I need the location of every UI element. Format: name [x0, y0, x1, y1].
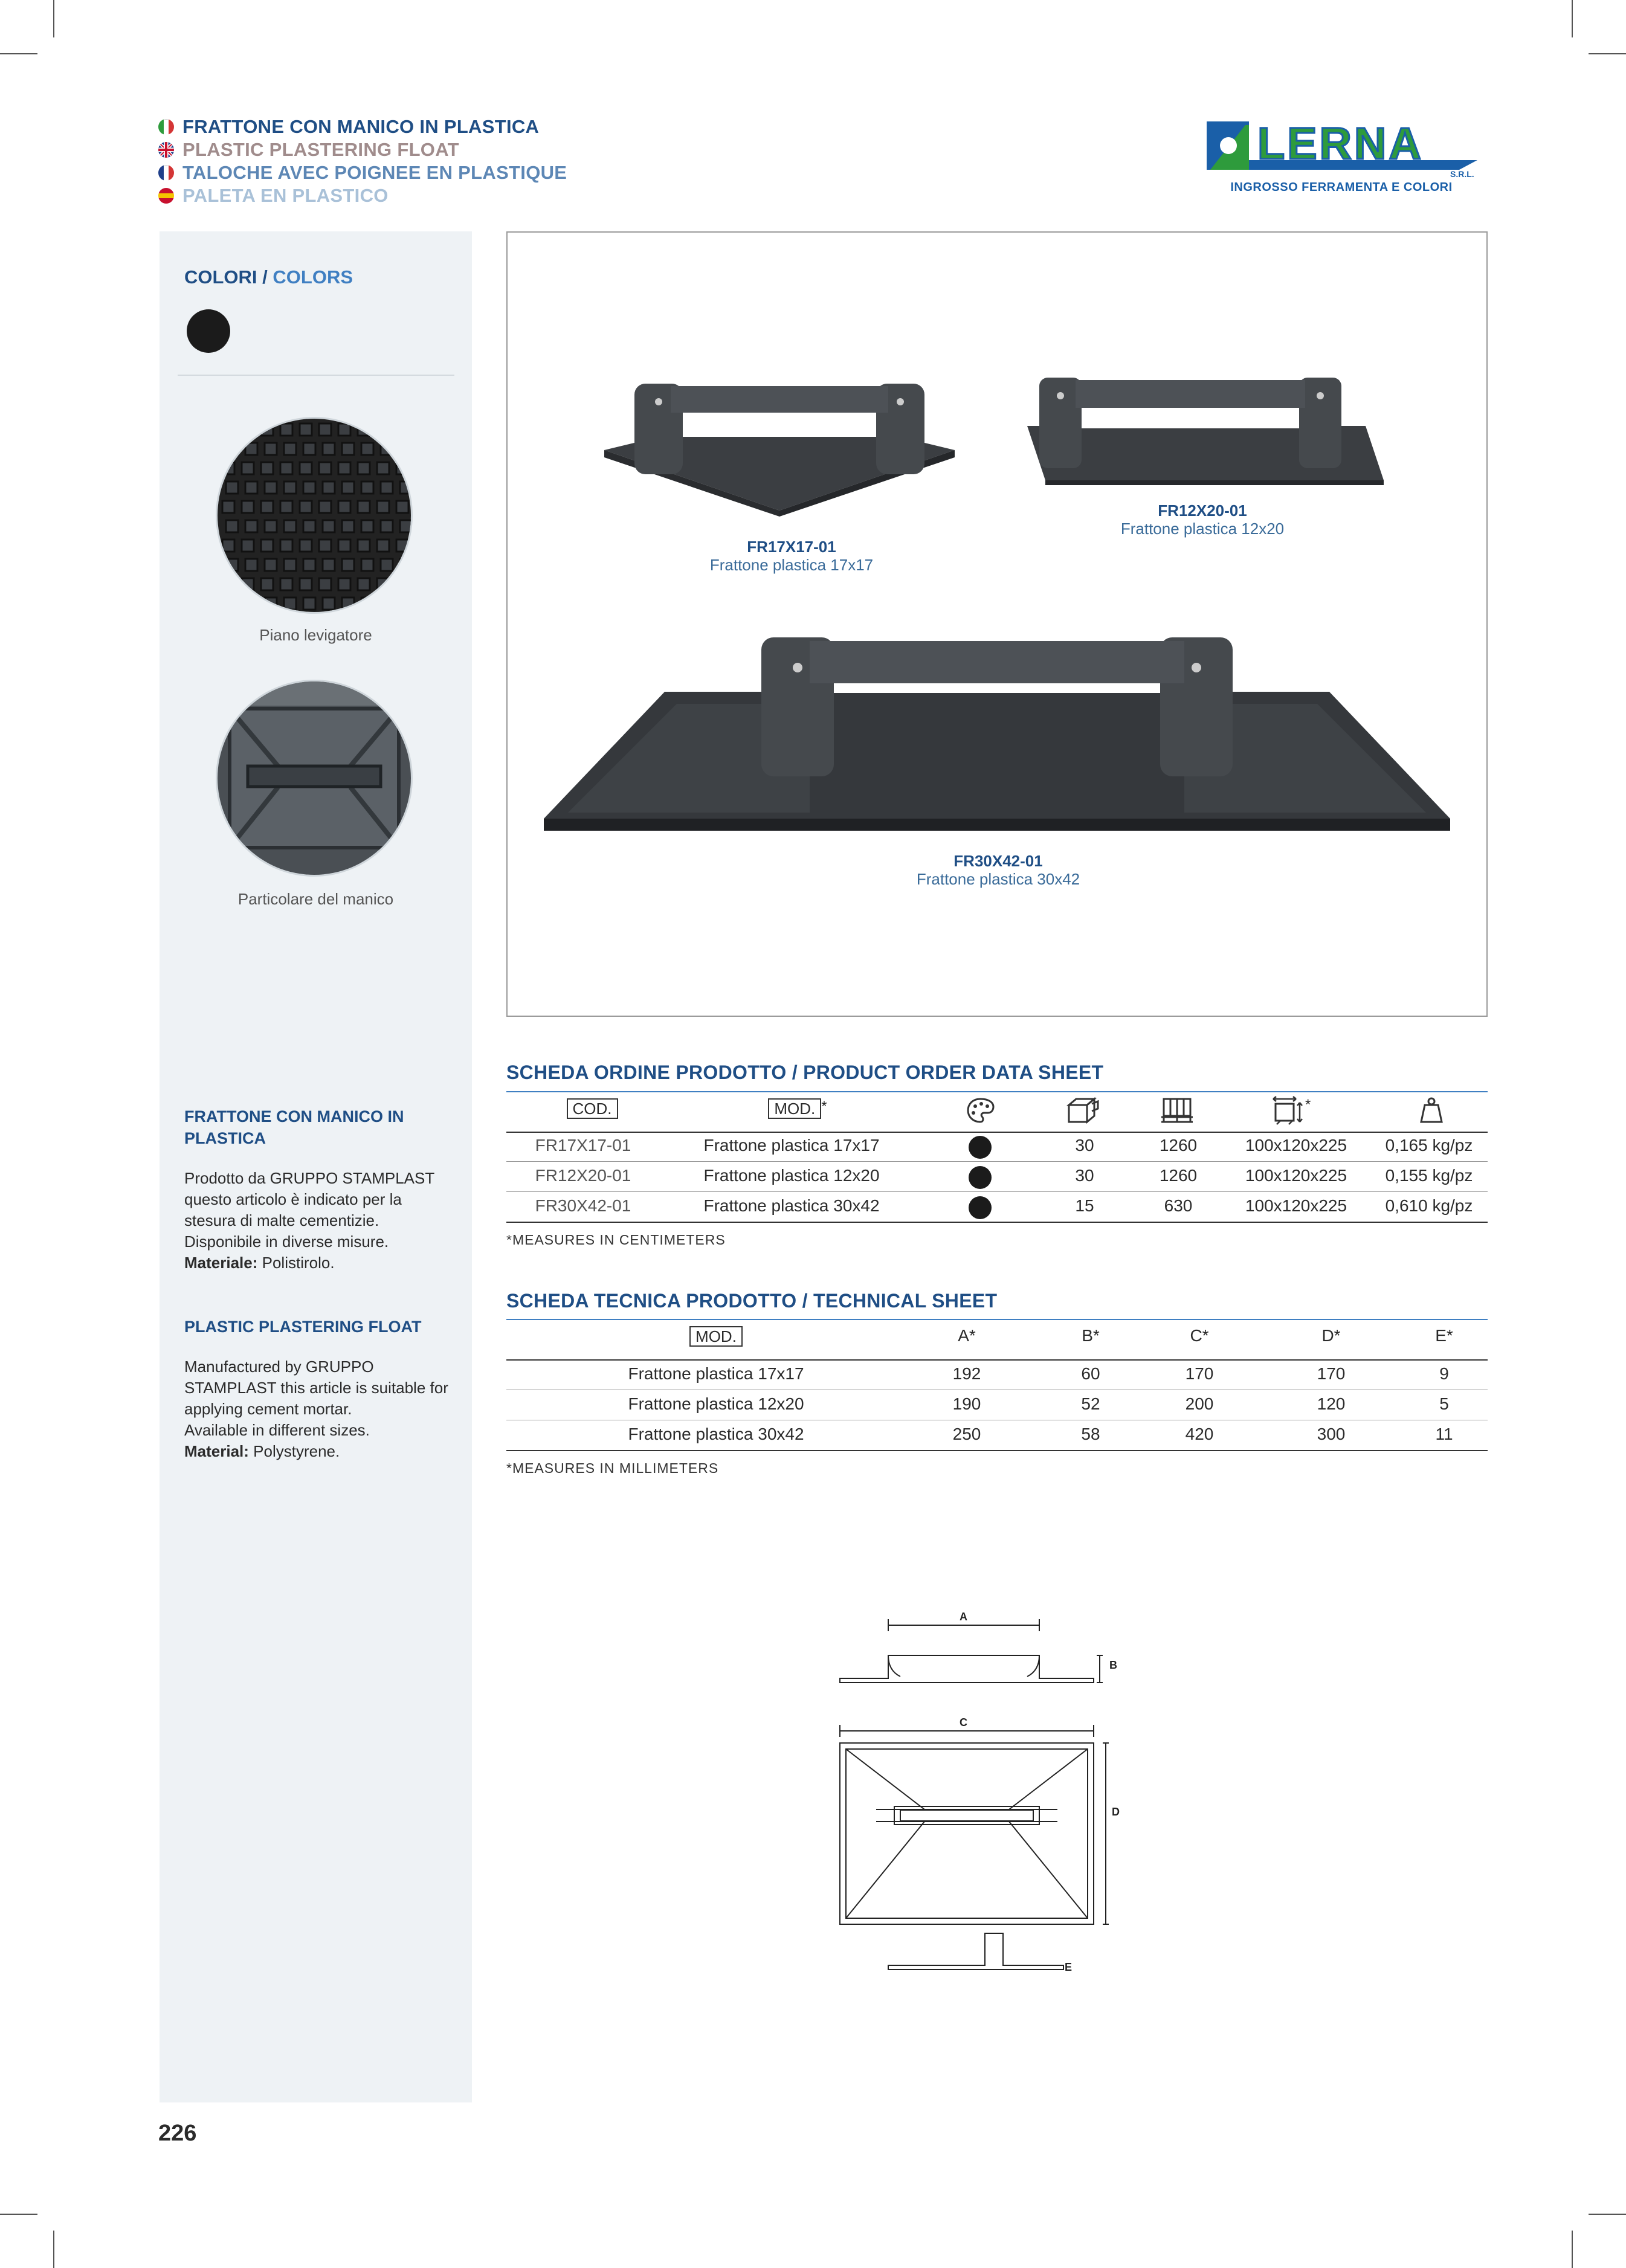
technical-drawing — [828, 1607, 1142, 1982]
handle-detail-caption: Particolare del manico — [237, 890, 394, 908]
drawing-label-c: C — [960, 1716, 967, 1728]
tech-row-3-d: 300 — [1317, 1425, 1346, 1443]
tech-row-3-a: 250 — [952, 1425, 981, 1443]
colors-label-it: COLORI — [184, 266, 257, 288]
crop-mark — [53, 2231, 54, 2268]
tech-col-b: B* — [1082, 1326, 1100, 1345]
desc-en-material-value: Polystyrene. — [248, 1442, 340, 1460]
lerna-logo — [1205, 118, 1480, 193]
tech-col-a: A* — [958, 1326, 976, 1345]
float-surface-caption: Piano levigatore — [259, 626, 372, 644]
title-es — [158, 184, 389, 207]
italy-flag-icon — [158, 119, 174, 135]
tech-row-3-c: 420 — [1185, 1425, 1214, 1443]
france-flag-icon — [158, 165, 174, 181]
order-sheet-rule — [506, 1091, 1488, 1092]
col-mod-label: MOD. — [768, 1098, 821, 1119]
tech-row-2-d: 120 — [1317, 1394, 1346, 1413]
order-row-2-dim: 100x120x225 — [1245, 1166, 1347, 1185]
order-row-rule — [506, 1161, 1488, 1162]
logo-subtitle: INGROSSO FERRAMENTA E COLORI — [1230, 181, 1453, 194]
crop-mark — [0, 2214, 37, 2215]
order-sheet-note: *MEASURES IN CENTIMETERS — [506, 1232, 726, 1248]
color-swatch-black — [187, 309, 230, 353]
title-en-text: PLASTIC PLASTERING FLOAT — [182, 139, 459, 160]
drawing-label-e: E — [1065, 1961, 1073, 1973]
tech-row-1-c: 170 — [1185, 1364, 1214, 1383]
float-12x20-image — [1021, 372, 1384, 486]
title-it-text: FRATTONE CON MANICO IN PLASTICA — [182, 116, 540, 137]
order-row-1-mod: Frattone plastica 17x17 — [703, 1136, 880, 1155]
tech-row-3-mod: Frattone plastica 30x42 — [628, 1425, 804, 1443]
desc-it-availability: Disponibile in diverse misure. — [184, 1232, 389, 1251]
order-row-1-cod: FR17X17-01 — [535, 1136, 631, 1155]
crop-mark — [1572, 0, 1573, 37]
desc-en-availability: Available in different sizes. — [184, 1421, 370, 1439]
crop-mark — [1589, 53, 1626, 54]
pallet-icon — [1159, 1095, 1195, 1126]
order-row-3-box: 15 — [1075, 1196, 1094, 1215]
col-cod-header — [532, 1098, 653, 1119]
order-sheet-title: SCHEDA ORDINE PRODOTTO / PRODUCT ORDER DATA SHEET — [506, 1062, 1104, 1083]
tech-table-bottom-rule — [506, 1450, 1488, 1451]
tech-row-1-d: 170 — [1317, 1364, 1346, 1383]
col-cod-label: COD. — [567, 1098, 618, 1119]
drawing-label-b: B — [1109, 1659, 1117, 1671]
tech-row-3-e: 11 — [1435, 1425, 1453, 1443]
tech-row-2-a: 190 — [952, 1394, 981, 1413]
tech-col-e: E* — [1435, 1326, 1453, 1345]
tech-row-2-mod: Frattone plastica 12x20 — [628, 1394, 804, 1413]
desc-en-material-label: Material: — [184, 1442, 249, 1460]
order-row-1-color — [969, 1136, 992, 1159]
title-fr — [158, 161, 567, 184]
tech-col-mod-label: MOD. — [689, 1326, 743, 1347]
col-dim-star: * — [1305, 1097, 1311, 1113]
desc-en-title: PLASTIC PLASTERING FLOAT — [184, 1318, 422, 1336]
tech-header-rule — [506, 1359, 1488, 1361]
crop-mark — [1589, 2214, 1626, 2215]
tech-col-c: C* — [1190, 1326, 1209, 1345]
desc-it-body: Prodotto da GRUPPO STAMPLAST questo articolo è indicato per la stesura di malte cementizie. — [184, 1169, 434, 1229]
tech-row-1-b: 60 — [1081, 1364, 1100, 1383]
logo-suffix: S.R.L. — [1450, 169, 1474, 179]
desc-it-material-value: Polistirolo. — [257, 1254, 335, 1272]
order-row-2-weight: 0,155 kg/pz — [1385, 1166, 1473, 1185]
colors-separator: / — [257, 266, 273, 288]
order-row-3-weight: 0,610 kg/pz — [1385, 1196, 1473, 1215]
title-fr-text: TALOCHE AVEC POIGNEE EN PLASTIQUE — [182, 162, 567, 183]
lerna-logo-mark — [1205, 118, 1480, 181]
page-number: 226 — [158, 2121, 197, 2146]
colors-heading — [184, 266, 353, 288]
title-it — [158, 115, 539, 138]
product-name-12x20: Frattone plastica 12x20 — [1120, 520, 1285, 538]
tech-row-1-a: 192 — [952, 1364, 981, 1383]
order-row-3-mod: Frattone plastica 30x42 — [703, 1196, 880, 1215]
order-row-3-dim: 100x120x225 — [1245, 1196, 1347, 1215]
desc-it-material-label: Materiale: — [184, 1254, 258, 1272]
float-surface-image — [216, 417, 413, 614]
order-row-2-mod: Frattone plastica 12x20 — [703, 1166, 880, 1185]
order-row-3-cod: FR30X42-01 — [535, 1196, 631, 1215]
product-name-17x17: Frattone plastica 17x17 — [709, 556, 874, 574]
product-code-30x42: FR30X42-01 — [953, 852, 1043, 870]
drawing-label-d: D — [1112, 1806, 1120, 1818]
tech-row-1-mod: Frattone plastica 17x17 — [628, 1364, 804, 1383]
col-mod-header — [707, 1098, 888, 1119]
order-row-3-color — [969, 1196, 992, 1219]
order-row-1-weight: 0,165 kg/pz — [1385, 1136, 1473, 1155]
product-image-panel — [506, 231, 1488, 1017]
tech-sheet-title: SCHEDA TECNICA PRODOTTO / TECHNICAL SHEET — [506, 1290, 998, 1312]
crop-mark — [53, 0, 54, 37]
drawing-label-a: A — [960, 1611, 967, 1623]
tech-row-2-e: 5 — [1439, 1394, 1449, 1413]
order-row-2-cod: FR12X20-01 — [535, 1166, 631, 1185]
title-en — [158, 138, 459, 161]
desc-en-body: Manufactured by GRUPPO STAMPLAST this article is suitable for applying cement mortar. — [184, 1358, 448, 1418]
tech-sheet-note: *MEASURES IN MILLIMETERS — [506, 1460, 719, 1476]
crop-mark — [1572, 2231, 1573, 2268]
order-row-3-pallet: 630 — [1164, 1196, 1193, 1215]
handle-detail-image — [216, 680, 413, 877]
crop-mark — [0, 53, 37, 54]
order-row-rule — [506, 1191, 1488, 1192]
weight-icon — [1415, 1095, 1448, 1126]
order-header-rule — [506, 1132, 1488, 1133]
product-code-17x17: FR17X17-01 — [747, 538, 836, 556]
order-row-2-pallet: 1260 — [1159, 1166, 1198, 1185]
desc-en-text — [184, 1356, 450, 1462]
colors-label-en: COLORS — [273, 266, 353, 288]
palette-icon — [966, 1097, 996, 1124]
tech-sheet-rule — [506, 1319, 1488, 1320]
sidebar — [160, 231, 472, 2102]
spain-flag-icon — [158, 188, 174, 204]
logo-wordmark: LERNA — [1257, 118, 1424, 169]
title-es-text: PALETA EN PLASTICO — [182, 185, 389, 206]
col-mod-star: * — [821, 1098, 827, 1115]
order-row-1-dim: 100x120x225 — [1245, 1136, 1347, 1155]
tech-row-2-b: 52 — [1081, 1394, 1100, 1413]
tech-row-2-c: 200 — [1185, 1394, 1214, 1413]
float-17x17-image — [598, 372, 961, 517]
uk-flag-icon — [158, 142, 174, 158]
dimensions-icon — [1271, 1094, 1307, 1127]
order-table-bottom-rule — [506, 1222, 1488, 1223]
float-30x42-image — [544, 637, 1450, 843]
desc-it-text — [184, 1168, 450, 1274]
product-name-30x42: Frattone plastica 30x42 — [916, 870, 1080, 888]
order-row-1-box: 30 — [1075, 1136, 1094, 1155]
tech-row-3-b: 58 — [1081, 1425, 1100, 1443]
product-code-12x20: FR12X20-01 — [1158, 501, 1247, 520]
desc-it-title: FRATTONE CON MANICO IN PLASTICA — [184, 1107, 404, 1147]
order-row-2-color — [969, 1166, 992, 1189]
tech-col-mod-header — [625, 1326, 807, 1347]
sidebar-divider — [178, 375, 454, 376]
tech-row-1-e: 9 — [1439, 1364, 1449, 1383]
box-icon — [1065, 1095, 1102, 1126]
order-row-2-box: 30 — [1075, 1166, 1094, 1185]
order-row-1-pallet: 1260 — [1159, 1136, 1198, 1155]
tech-col-d: D* — [1321, 1326, 1341, 1345]
